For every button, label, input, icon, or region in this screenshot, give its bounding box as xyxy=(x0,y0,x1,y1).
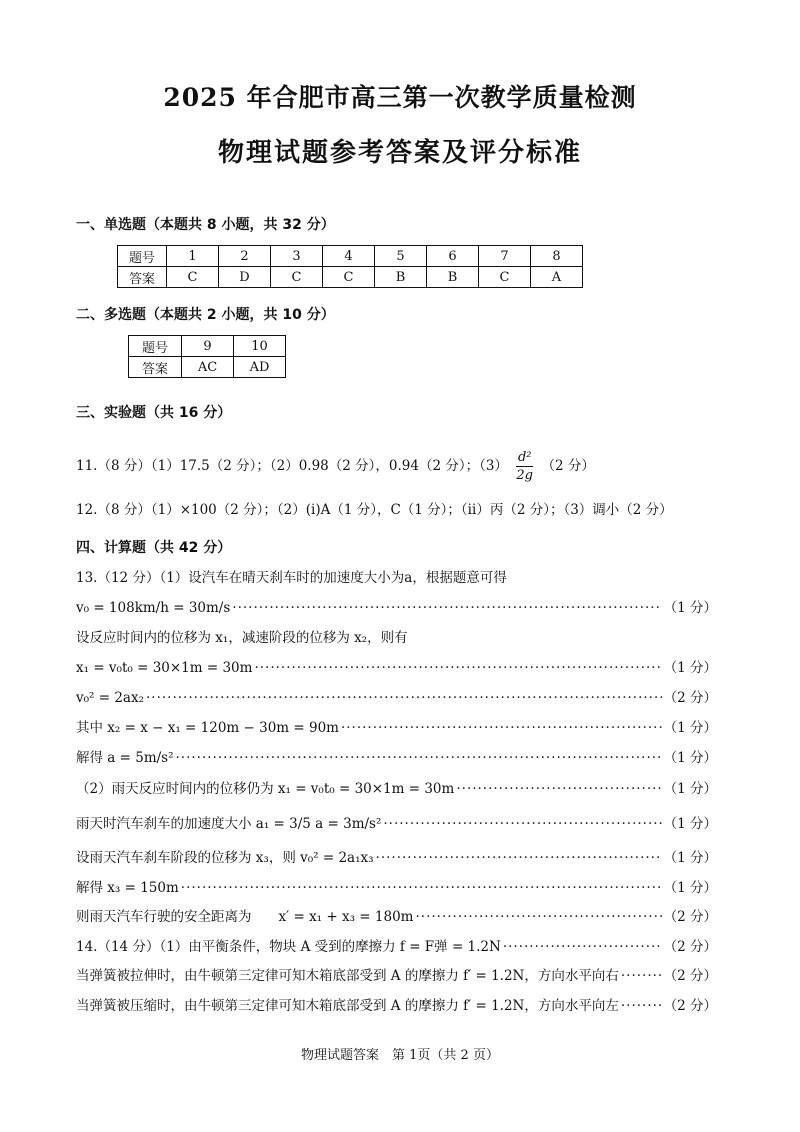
calculation-line-text: 设雨天汽车刹车阶段的位移为 x₃，则 v₀² = 2a₁x₃ xyxy=(76,850,374,866)
calculation-line xyxy=(76,718,717,738)
table-cell: C xyxy=(479,267,531,288)
table-row-label: 答案 xyxy=(118,267,167,288)
answer-line-q11 xyxy=(76,449,717,483)
calculation-line-score: （1 分） xyxy=(663,781,717,797)
page-subtitle: 物理试题参考答案及评分标准 xyxy=(217,138,582,168)
page-title: 2025 年合肥市高三第一次教学质量检测 xyxy=(163,83,637,112)
table-cell: B xyxy=(427,267,479,288)
calculation-line-text: 当弹簧被拉伸时，由牛顿第三定律可知木箱底部受到 A 的摩擦力 f′ = 1.2N，方向水平向右 xyxy=(76,968,619,984)
calculation-line-text: 解得 a = 5m/s² xyxy=(76,750,174,766)
calculation-line xyxy=(76,966,717,986)
multi-choice-answer-table xyxy=(128,335,286,378)
table-cell: 2 xyxy=(219,246,271,267)
leader-dots xyxy=(503,937,662,957)
calculation-line xyxy=(76,779,717,799)
table-cell: AD xyxy=(234,357,286,378)
table-row-label: 答案 xyxy=(129,357,182,378)
leader-dots xyxy=(415,907,661,927)
calculation-line-score: （2 分） xyxy=(663,909,717,925)
leader-dots xyxy=(621,996,662,1016)
calculation-line-score: （2 分） xyxy=(663,690,717,706)
calculation-line xyxy=(76,878,717,898)
q11-score: （2 分） xyxy=(541,458,595,474)
leader-dots xyxy=(383,814,661,834)
calculation-line-text: 当弹簧被压缩时，由牛顿第三定律可知木箱底部受到 A 的摩擦力 f′ = 1.2N，方向水平向左 xyxy=(76,998,619,1014)
table-cell: 8 xyxy=(531,246,583,267)
table-row-label: 题号 xyxy=(118,246,167,267)
table-cell: C xyxy=(271,267,323,288)
calculation-line xyxy=(76,748,717,768)
fraction-denominator: 2g xyxy=(516,468,533,483)
calculation-line xyxy=(76,628,717,648)
calculation-line-text: 13.（12 分）（1）设汽车在晴天刹车时的加速度大小为a，根据题意可得 xyxy=(76,570,507,586)
table-row xyxy=(118,246,583,267)
calculation-line-text: v₀² = 2ax₂ xyxy=(76,690,145,706)
calculation-line xyxy=(76,848,717,868)
calculation-line xyxy=(76,996,717,1016)
table-row xyxy=(129,357,286,378)
leader-dots xyxy=(176,748,662,768)
calculation-line-score: （1 分） xyxy=(663,850,717,866)
section-heading-experiment: 三、实验题（共 16 分） xyxy=(76,405,232,421)
calculation-line-score: （1 分） xyxy=(663,600,717,616)
calculation-line-text: 雨天时汽车刹车的加速度大小 a₁ = 3/5 a = 3m/s² xyxy=(76,816,382,832)
section-heading-calculation: 四、计算题（共 42 分） xyxy=(76,540,232,556)
table-cell: 4 xyxy=(323,246,375,267)
calculation-line-text: （2）雨天反应时间内的位移仍为 x₁ = v₀t₀ = 30×1m = 30m xyxy=(76,781,455,797)
calculation-line xyxy=(76,598,717,618)
calculation-line-score: （1 分） xyxy=(663,720,717,736)
table-cell: B xyxy=(375,267,427,288)
calculation-line xyxy=(76,568,717,588)
table-row xyxy=(118,267,583,288)
answer-line-q12: 12.（8 分）（1）×100（2 分）；（2）(ⅰ)A（1 分），C（1 分）；（ⅱ）丙（2 分）；（3）调小（2 分） xyxy=(76,502,673,518)
calculation-line xyxy=(76,658,717,678)
table-cell: D xyxy=(219,267,271,288)
calculation-line-score: （1 分） xyxy=(663,750,717,766)
leader-dots xyxy=(146,688,662,708)
calculation-line-score: （2 分） xyxy=(663,968,717,984)
calculation-line-score: （2 分） xyxy=(663,939,717,955)
leader-dots xyxy=(621,966,662,986)
q11-text: 11.（8 分）（1）17.5（2 分）；（2）0.98（2 分），0.94（2 分）；（3） xyxy=(76,458,508,474)
calculation-line-text: 其中 x₂ = x − x₁ = 120m − 30m = 90m xyxy=(76,720,339,736)
calculation-line-text: 则雨天汽车行驶的安全距离为 x′ = x₁ + x₃ = 180m xyxy=(76,909,414,925)
calculation-line-score: （1 分） xyxy=(663,880,717,896)
table-cell: 6 xyxy=(427,246,479,267)
calculation-line xyxy=(76,907,717,927)
table-cell: 9 xyxy=(182,336,234,357)
leader-dots xyxy=(232,598,661,618)
leader-dots xyxy=(456,779,661,799)
leader-dots xyxy=(254,658,661,678)
leader-dots xyxy=(376,848,662,868)
leader-dots xyxy=(341,718,662,738)
table-cell: 5 xyxy=(375,246,427,267)
table-cell: 1 xyxy=(167,246,219,267)
section-heading-single-choice: 一、单选题（本题共 8 小题，共 32 分） xyxy=(76,217,335,233)
calculation-line-score: （2 分） xyxy=(663,998,717,1014)
table-cell: C xyxy=(323,267,375,288)
q11-fraction xyxy=(516,449,534,484)
calculation-line-text: 解得 x₃ = 150m xyxy=(76,880,179,896)
calculation-line-score: （1 分） xyxy=(663,816,717,832)
table-row-label: 题号 xyxy=(129,336,182,357)
fraction-numerator: d² xyxy=(517,450,532,465)
page-footer: 物理试题答案 第 1页（共 2 页） xyxy=(301,1048,499,1063)
calculation-line xyxy=(76,814,717,834)
calculation-line xyxy=(76,688,717,708)
calculation-line-text: 设反应时间内的位移为 x₁，减速阶段的位移为 x₂，则有 xyxy=(76,630,408,646)
section-heading-multi-choice: 二、多选题（本题共 2 小题，共 10 分） xyxy=(76,307,335,323)
table-cell: 10 xyxy=(234,336,286,357)
table-cell: 3 xyxy=(271,246,323,267)
table-row xyxy=(129,336,286,357)
leader-dots xyxy=(181,878,662,898)
calculation-line-text: x₁ = v₀t₀ = 30×1m = 30m xyxy=(76,660,253,676)
calculation-line xyxy=(76,937,717,957)
calculation-line-text: 14.（14 分）（1）由平衡条件，物块 A 受到的摩擦力 f = F弹 = 1.2N xyxy=(76,939,501,955)
table-cell: 7 xyxy=(479,246,531,267)
single-choice-answer-table xyxy=(117,245,583,288)
table-cell: A xyxy=(531,267,583,288)
calculation-line-score: （1 分） xyxy=(663,660,717,676)
table-cell: AC xyxy=(182,357,234,378)
calculation-line-text: v₀ = 108km/h = 30m/s xyxy=(76,600,231,616)
table-cell: C xyxy=(167,267,219,288)
